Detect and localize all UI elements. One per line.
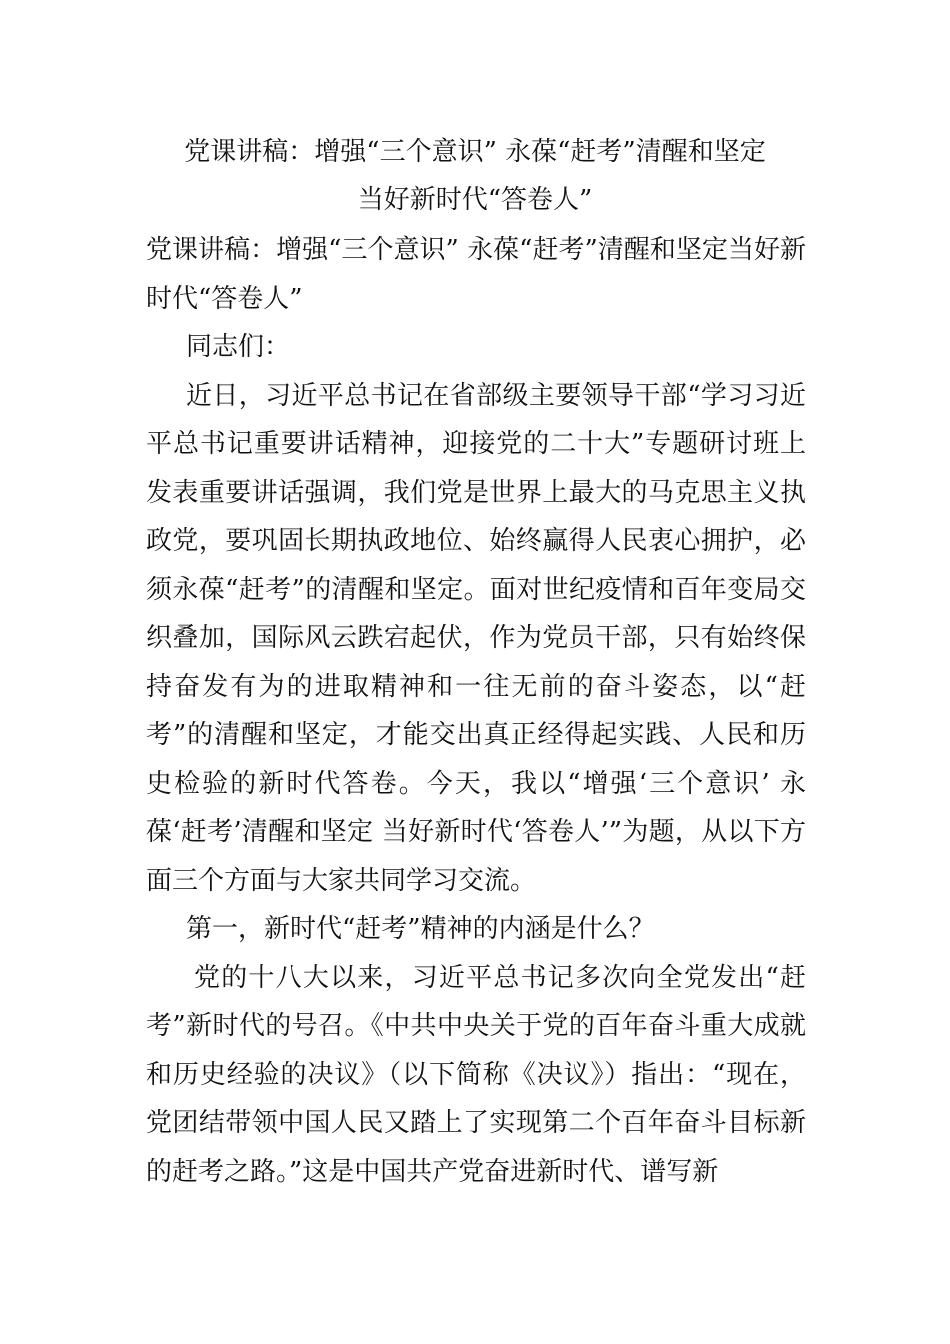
document-title xyxy=(100,128,850,224)
salutation: 同志们： xyxy=(186,332,291,362)
repeated-title-paragraph: 党课讲稿：增强“三个意识” 永葆“赶考”清醒和坚定当好新时代“答卷人” xyxy=(146,235,806,314)
document-body xyxy=(146,226,806,1196)
body-paragraph-intro: 近日，习近平总书记在省部级主要领导干部“学习习近平总书记重要讲话精神，迎接党的二十大”专题研讨班上发表重要讲话强调，我们党是世界上最大的马克思主义执政党，要巩固长期执政地位、始终赢得人民衷心拥护，必须永葆“赶考”的清醒和坚定。面对世纪疫情和百年变局交织叠加，国际风云跌宕起伏，作为党员干部，只有始终保持奋发有为的进取精神和一往无前的奋斗姿态，以“赶考”的清醒和坚定，才能交出真正经得起实践、人民和历史检验的新时代答卷。今天，我以“增强‘三个意识’ 永葆‘赶考’清醒和坚定 当好新时代‘答卷人’”为题，从以下方面三个方面与大家共同学习交流。 xyxy=(146,380,806,896)
section-heading-first: 第一，新时代“赶考”精神的内涵是什么？ xyxy=(186,914,655,944)
title-line-1: 党课讲稿：增强“三个意识” 永葆“赶考”清醒和坚定 xyxy=(184,137,766,167)
title-line-2: 当好新时代“答卷人” xyxy=(357,185,593,215)
body-paragraph-first-section: 党的十八大以来，习近平总书记多次向全党发出“赶考”新时代的号召。《中共中央关于党的百年奋斗重大成就和历史经验的决议》（以下简称《决议》）指出：“现在，党团结带领中国人民又踏上了实现第二个百年奋斗目标新的赶考之路。”这是中国共产党奋进新时代、谱写新 xyxy=(146,962,806,1187)
